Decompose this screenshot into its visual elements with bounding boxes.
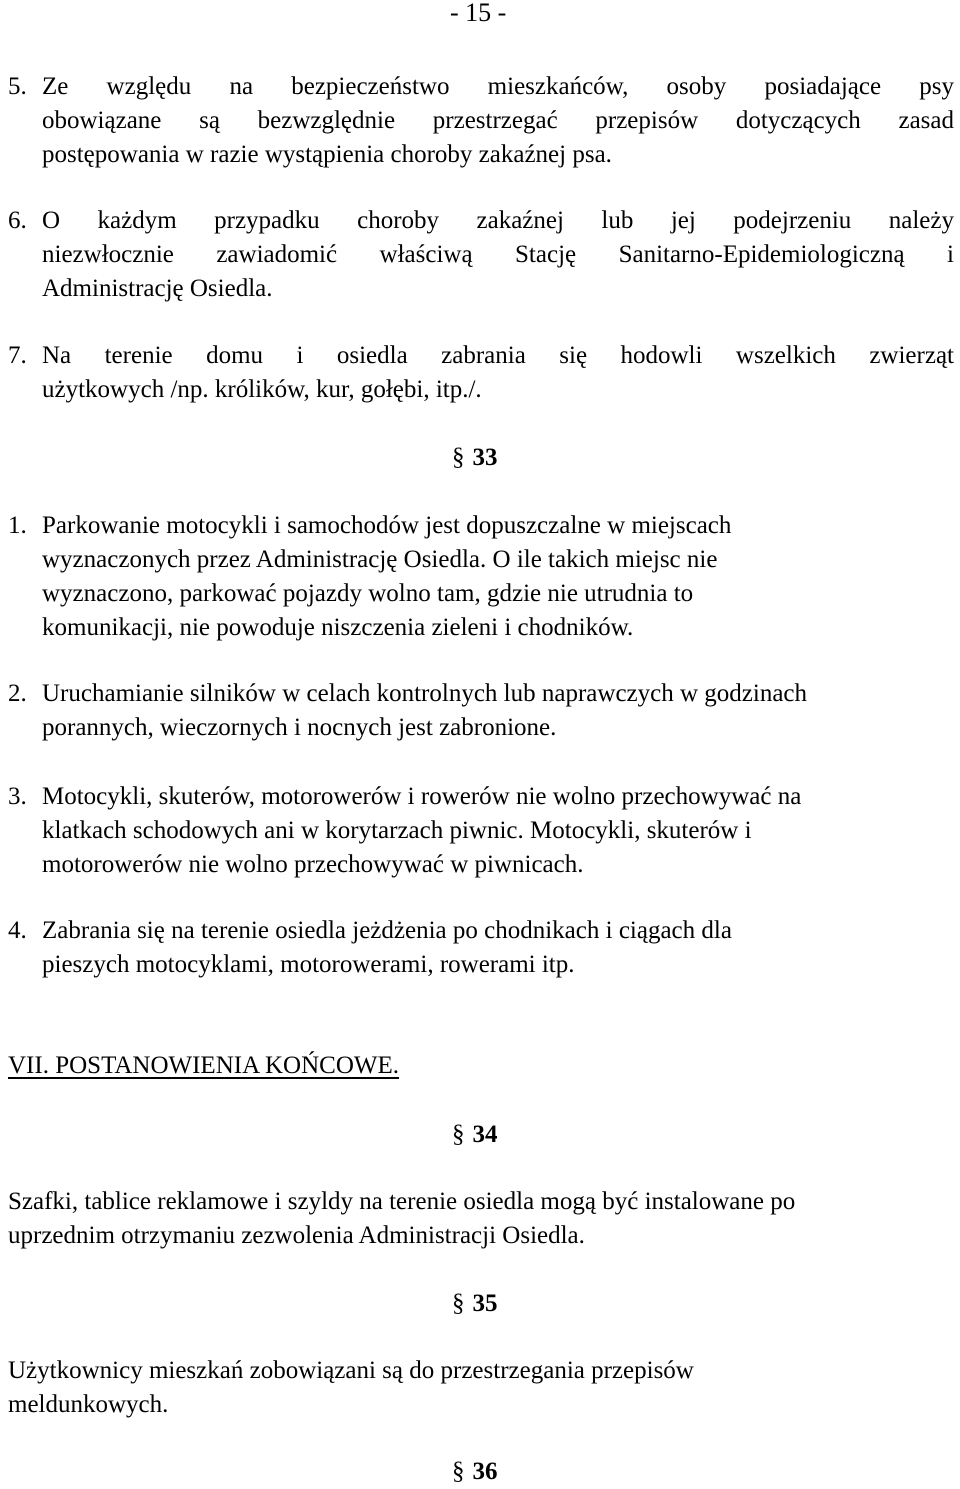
item-number: 6. — [8, 207, 27, 234]
list-item-2 — [8, 677, 954, 745]
paragraph-33-heading — [452, 441, 522, 475]
section-sign: § — [452, 444, 465, 471]
item-number: 7. — [8, 342, 27, 369]
item-text-line: Na terenie domu i osiedla zabrania się hodowli wszelkich zwierząt — [42, 342, 954, 369]
paragraph-number: 35 — [472, 1290, 498, 1317]
paragraph-number: 33 — [472, 444, 498, 471]
list-item-4 — [8, 914, 954, 982]
item-text-line: klatkach schodowych ani w korytarzach piwnic. Motocykli, skuterów i — [42, 817, 752, 844]
item-number: 3. — [8, 783, 27, 810]
item-number: 2. — [8, 680, 27, 707]
item-text-line: obowiązane są bezwzględnie przestrzegać przepisów dotyczących zasad — [42, 107, 954, 134]
item-text-line: Motocykli, skuterów, motorowerów i rowerów nie wolno przechowywać na — [42, 783, 802, 810]
section-sign: § — [452, 1121, 465, 1148]
item-text-line: motorowerów nie wolno przechowywać w piwnicach. — [42, 851, 584, 878]
list-item-1 — [8, 509, 954, 645]
list-item-5 — [8, 70, 954, 172]
paragraph-34-text — [8, 1185, 948, 1253]
item-number: 4. — [8, 917, 27, 944]
paragraph-34-heading — [452, 1118, 522, 1152]
paragraph-35-text — [8, 1354, 948, 1422]
text-line: uprzednim otrzymaniu zezwolenia Administracji Osiedla. — [8, 1222, 585, 1249]
item-text-line: komunikacji, nie powoduje niszczenia zieleni i chodników. — [42, 614, 634, 641]
list-item-6 — [8, 204, 954, 306]
section-sign: § — [452, 1458, 465, 1485]
paragraph-36-heading — [452, 1455, 522, 1489]
list-item-7 — [8, 339, 954, 407]
item-text-line: Administrację Osiedla. — [42, 275, 273, 302]
item-number: 1. — [8, 512, 27, 539]
paragraph-number: 36 — [472, 1458, 498, 1485]
item-text-line: użytkowych /np. królików, kur, gołębi, itp./. — [42, 376, 482, 403]
page-number: - 15 - — [450, 0, 507, 27]
item-text-line: O każdym przypadku choroby zakaźnej lub jej podejrzeniu należy — [42, 207, 954, 234]
item-text-line: Parkowanie motocykli i samochodów jest dopuszczalne w miejscach — [42, 512, 732, 539]
item-text-line: niezwłocznie zawiadomić właściwą Stację Sanitarno-Epidemiologiczną i — [42, 241, 954, 268]
text-line: Użytkownicy mieszkań zobowiązani są do przestrzegania przepisów — [8, 1357, 694, 1384]
item-text-line: Zabrania się na terenie osiedla jeżdżenia po chodnikach i ciągach dla — [42, 917, 732, 944]
item-text-line: pieszych motocyklami, motorowerami, rowerami itp. — [42, 951, 575, 978]
item-text-line: Ze względu na bezpieczeństwo mieszkańców, osoby posiadające psy — [42, 73, 954, 100]
paragraph-35-heading — [452, 1287, 522, 1321]
paragraph-number: 34 — [472, 1121, 498, 1148]
section-sign: § — [452, 1290, 465, 1317]
item-text-line: Uruchamianie silników w celach kontrolnych lub naprawczych w godzinach — [42, 680, 808, 707]
item-text-line: porannych, wieczornych i nocnych jest zabronione. — [42, 714, 557, 741]
list-item-3 — [8, 780, 954, 882]
item-text-line: postępowania w razie wystąpienia choroby zakaźnej psa. — [42, 141, 612, 168]
item-number: 5. — [8, 73, 27, 100]
section-title: VII. POSTANOWIENIA KOŃCOWE. — [8, 1052, 400, 1079]
text-line: meldunkowych. — [8, 1391, 169, 1418]
text-line: Szafki, tablice reklamowe i szyldy na terenie osiedla mogą być instalowane po — [8, 1188, 796, 1215]
item-text-line: wyznaczono, parkować pojazdy wolno tam, gdzie nie utrudnia to — [42, 580, 694, 607]
item-text-line: wyznaczonych przez Administrację Osiedla. O ile takich miejsc nie — [42, 546, 718, 573]
